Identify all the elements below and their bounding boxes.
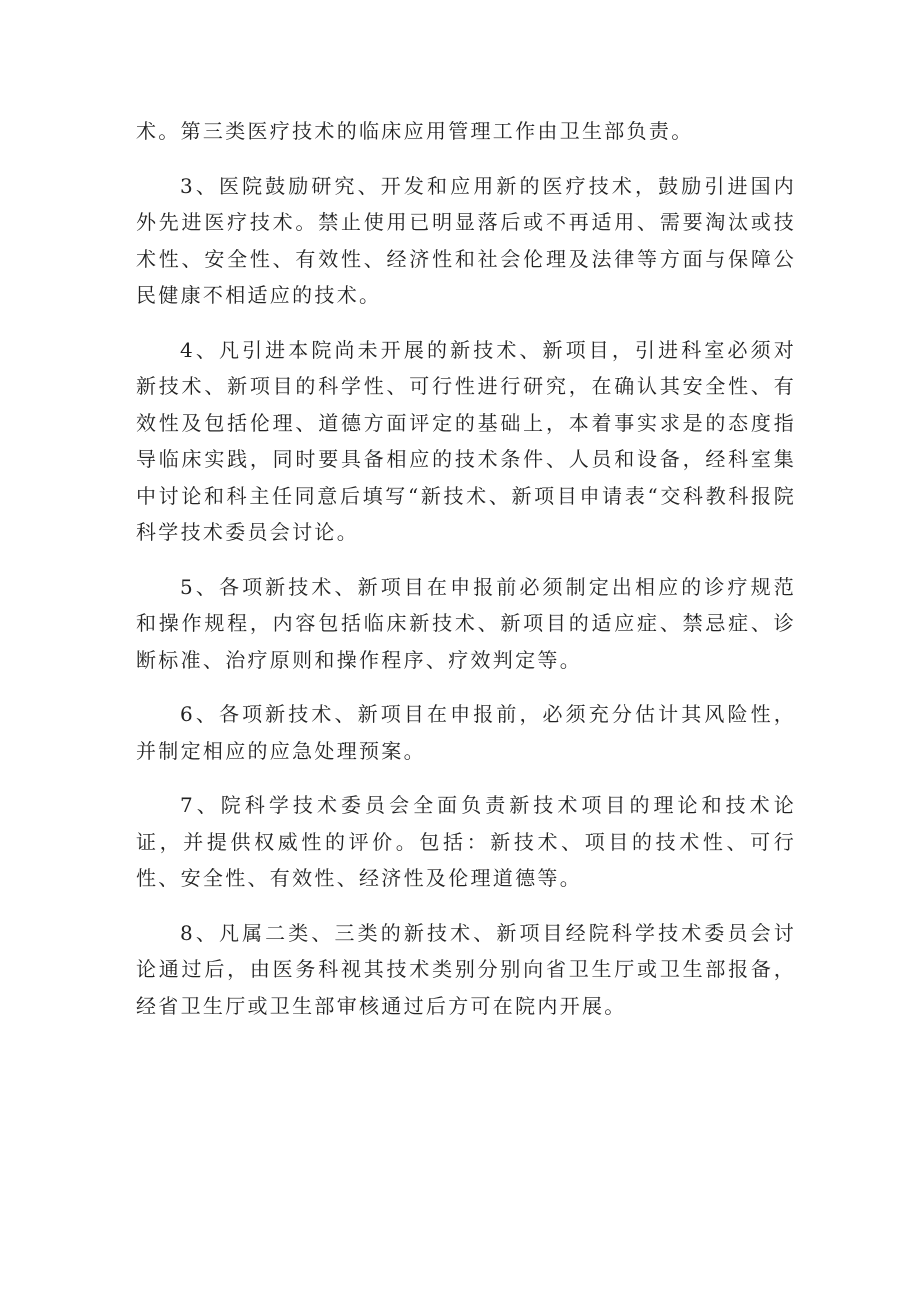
paragraph-item-8: 8、凡属二类、三类的新技术、新项目经院科学技术委员会讨论通过后，由医务科视其技术类别分别向省卫生厅或卫生部报备，经省卫生厅或卫生部审核通过后方可在院内开展。 (136, 920, 796, 1018)
paragraph-item-6: 6、各项新技术、新项目在申报前，必须充分估计其风险性，并制定相应的应急处理预案。 (136, 702, 796, 763)
paragraph-item-3: 3、医院鼓励研究、开发和应用新的医疗技术，鼓励引进国内外先进医疗技术。禁止使用已明显落后或不再适用、需要淘汰或技术性、安全性、有效性、经济性和社会伦理及法律等方面与保障公民健康不相适应的技术。 (136, 173, 796, 307)
paragraph-continuation: 术。第三类医疗技术的临床应用管理工作由卫生部负责。 (136, 119, 694, 143)
paragraph-item-7: 7、院科学技术委员会全面负责新技术项目的理论和技术论证，并提供权威性的评价。包括：新技术、项目的技术性、可行性、安全性、有效性、经济性及伦理道德等。 (136, 793, 796, 890)
document-body (136, 113, 796, 1024)
paragraph-item-5: 5、各项新技术、新项目在申报前必须制定出相应的诊疗规范和操作规程，内容包括临床新技术、新项目的适应症、禁忌症、诊断标准、治疗原则和操作程序、疗效判定等。 (136, 574, 796, 672)
paragraph-item-4: 4、凡引进本院尚未开展的新技术、新项目，引进科室必须对新技术、新项目的科学性、可行性进行研究，在确认其安全性、有效性及包括伦理、道德方面评定的基础上，本着事实求是的态度指导临床实践，同时要具备相应的技术条件、人员和设备，经科室集中讨论和科主任同意后填写“新技术、新项目申请表“交科教科报院科学技术委员会讨论。 (136, 337, 796, 544)
